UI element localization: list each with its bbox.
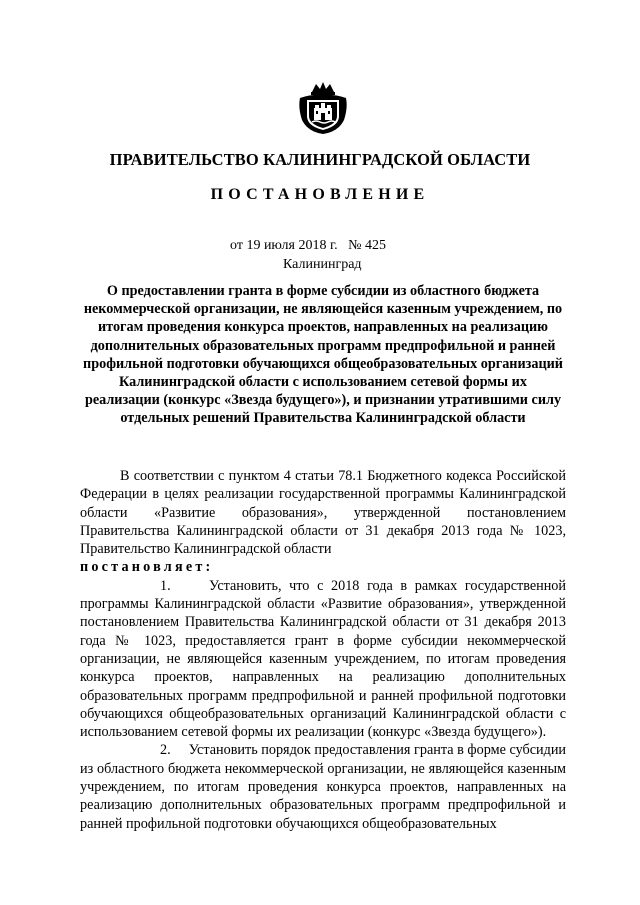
decree-number: 425 [365, 238, 386, 253]
document-type: ПОСТАНОВЛЕНИЕ [210, 186, 430, 203]
item-1-number: 1. [160, 577, 171, 594]
decree-body [80, 467, 566, 833]
decree-title: О предоставлении гранта в форме субсидии из областного бюджета некоммерческой организации, не являющейся казенным учреждением, по итогам проведения конкурса проектов, направленных на реализацию дополнительных образовательных программ предпрофильной и ранней профильной подготовки обучающихся общеобразовательных организаций Калининградской области с использованием сетевой формы их реализации (конкурс «Звезда будущего»), и признании утратившими силу отдельных решений Правительства Калининградской области [83, 283, 563, 427]
resolves-word: постановляет: [80, 559, 214, 576]
item-1-paragraph [80, 577, 566, 742]
item-2-paragraph [80, 741, 566, 832]
number-label: № [348, 238, 362, 253]
resolves-paragraph [80, 558, 566, 576]
date-prefix: от [230, 238, 243, 253]
coat-of-arms-emblem [294, 78, 352, 136]
government-name: ПРАВИТЕЛЬСТВО КАЛИНИНГРАДСКОЙ ОБЛАСТИ [109, 150, 531, 169]
decree-date-line [230, 238, 386, 254]
item-2-number: 2. [160, 742, 171, 759]
intro-paragraph: В соответствии с пунктом 4 статьи 78.1 Бюджетного кодекса Российской Федерации в целях реализации государственной программы Калининградской области «Развитие образования», утвержденной постановлением Правительства Калининградской области от 31 декабря 2013 года № 1023, Правительство Калининградской области [80, 468, 566, 558]
item-1-text: Установить, что с 2018 года в рамках государственной программы Калининградской области «Развитие образования», утвержденной постановлением Правительства Калининградской области от 31 декабря 2013 года № 1023, предоставляется грант в форме субсидии некоммерческой организации, не являющейся казенным учреждением, по итогам проведения конкурса проектов, направленных на реализацию дополнительных образовательных программ предпрофильной и ранней профильной подготовки обучающихся общеобразовательных организаций Калининградской области с использованием сетевой формы их реализации (конкурс «Звезда будущего»). [80, 577, 566, 741]
decree-date: 19 июля 2018 г. [246, 238, 338, 253]
city-name: Калининград [283, 257, 362, 272]
item-2-text: Установить порядок предоставления гранта в форме субсидии из областного бюджета некоммерческой организации, не являющейся казенным учреждением, по итогам проведения конкурса проектов, направленных на реализацию дополнительных образовательных программ предпрофильной и ранней профильной подготовки обучающихся общеобразовательных [80, 742, 567, 832]
